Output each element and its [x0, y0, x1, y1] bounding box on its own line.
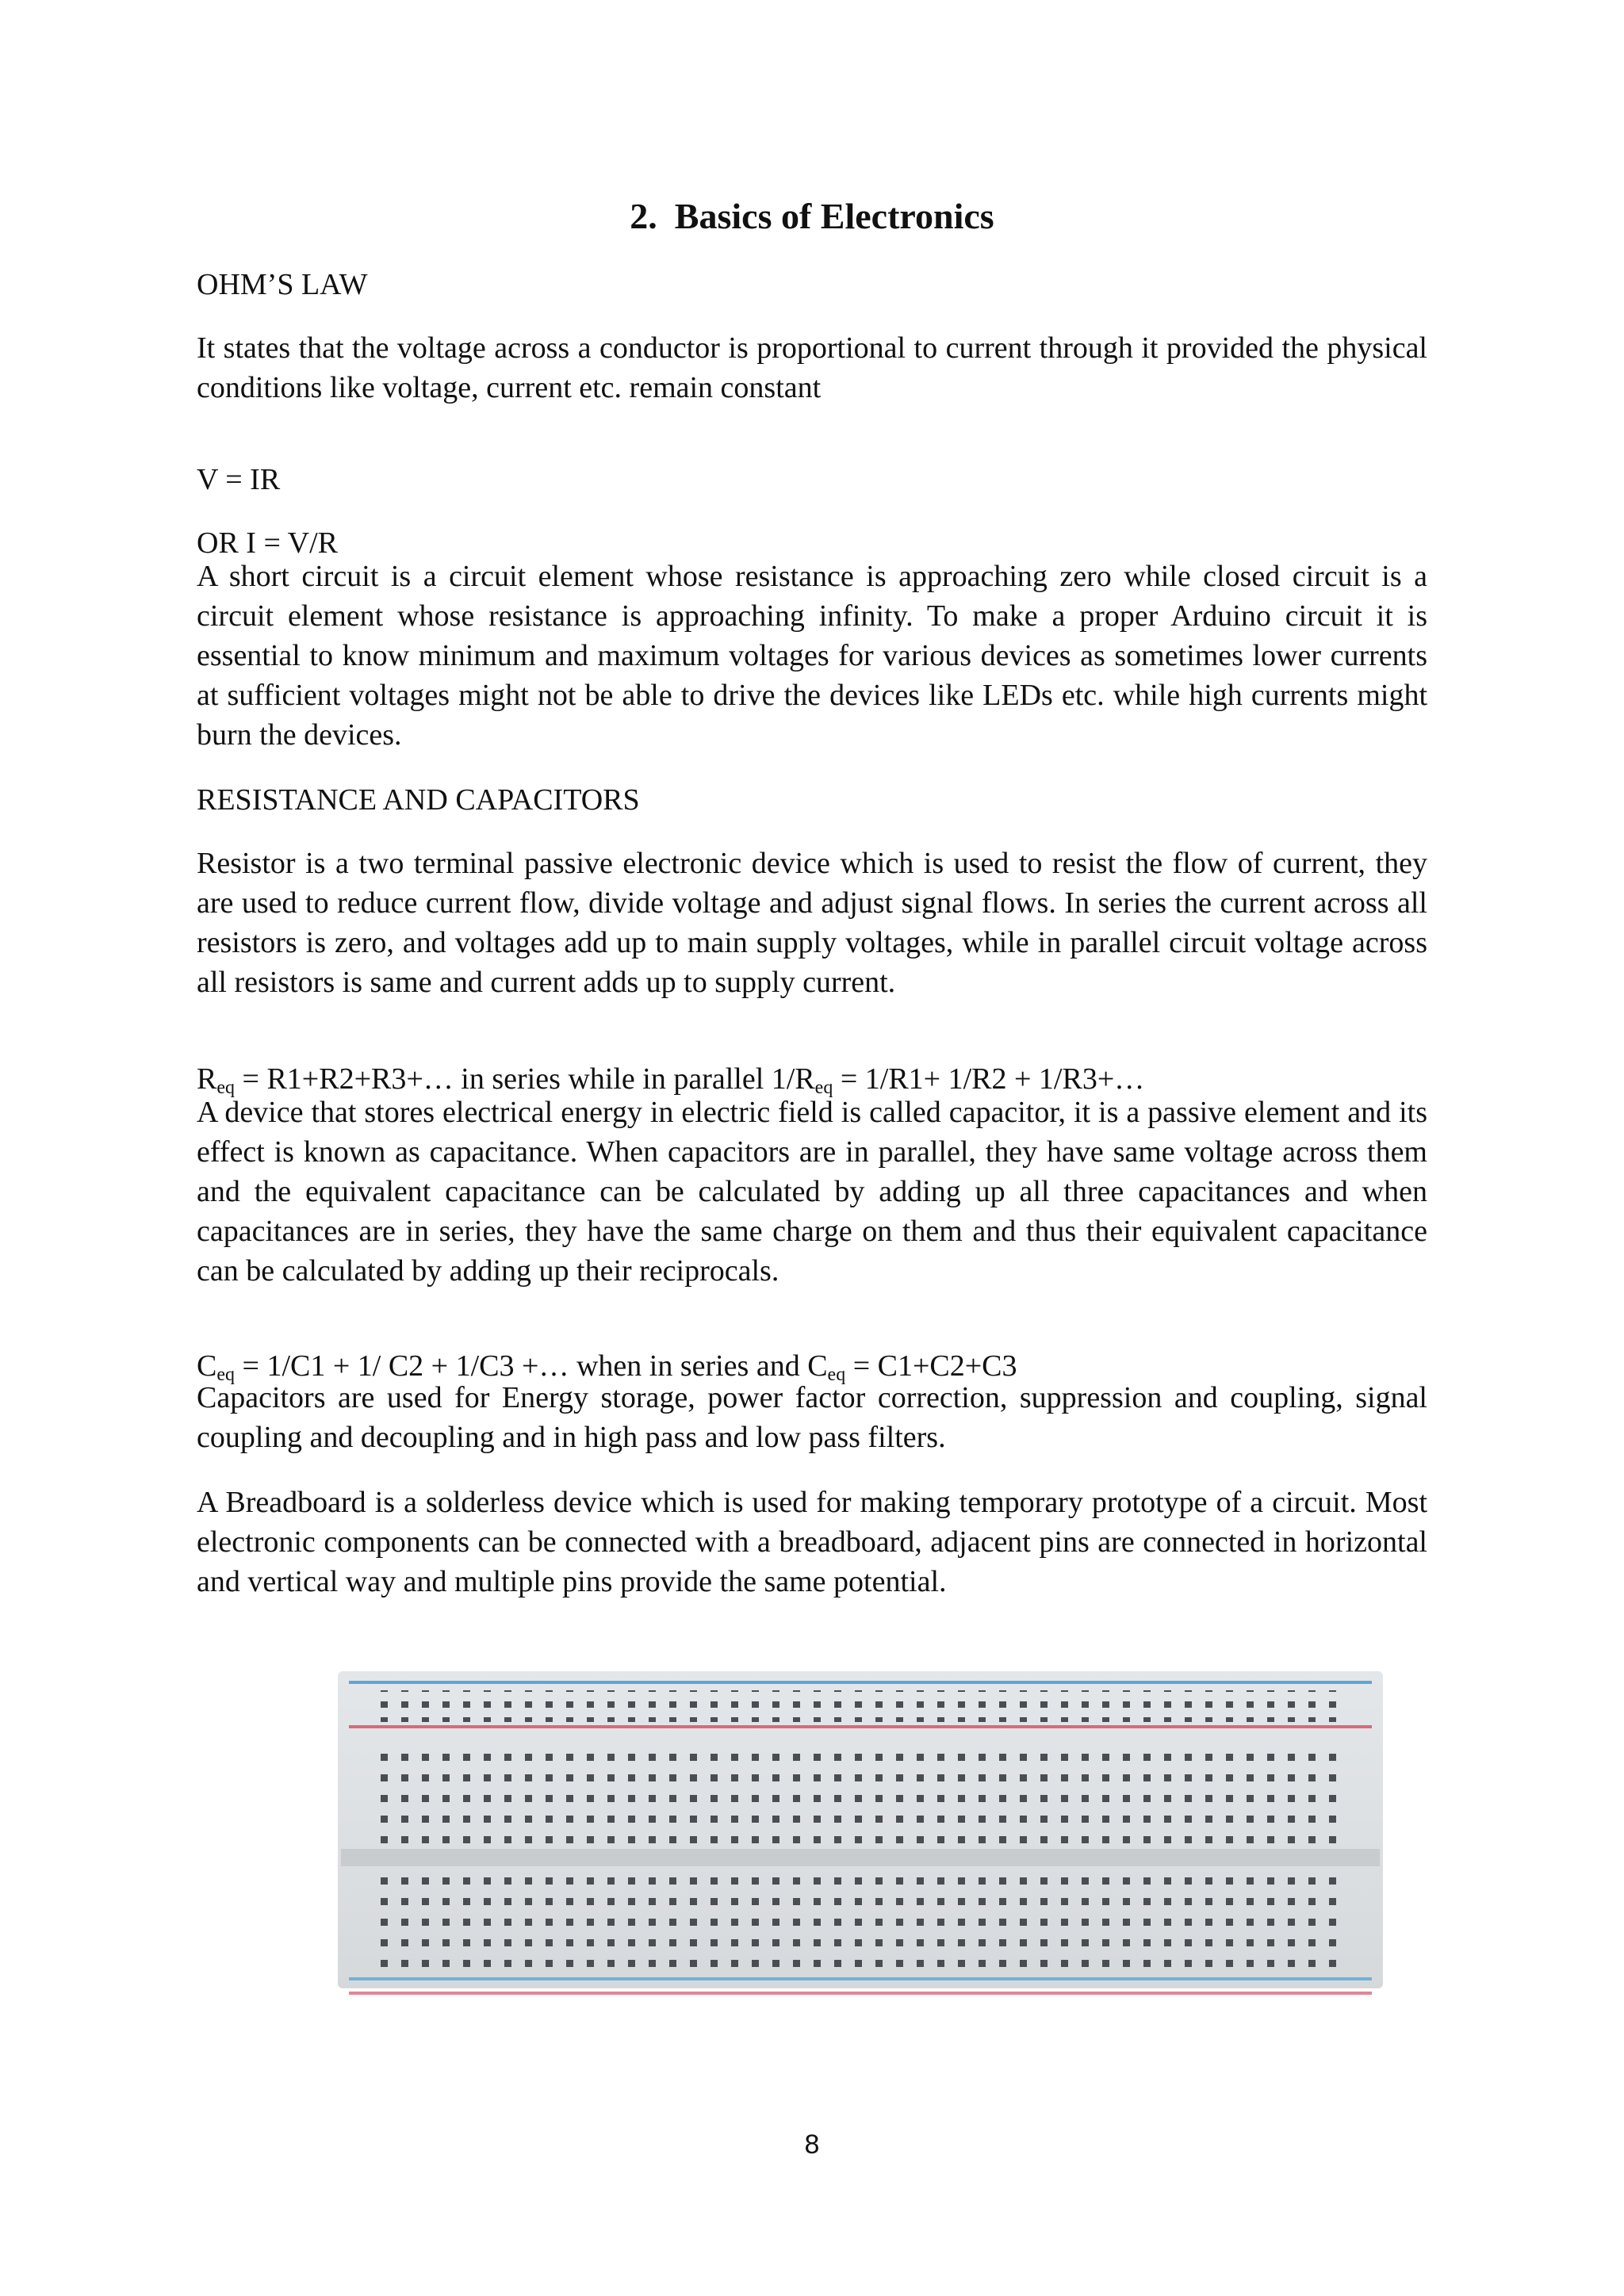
ohm-equation: V = IR: [197, 463, 281, 496]
resistor-paragraph: Resistor is a two terminal passive electronic device which is used to resist the flow of current, they are used to reduce current flow, divide voltage and adjust signal flows. In series the current across all resistors is zero, and voltages add up to main supply voltages, while in parallel circuit voltage across all resistors is same and current adds up to supply current.: [197, 847, 1427, 999]
breadboard-paragraph: A Breadboard is a solderless device which is used for making temporary prototype of a circuit. Most electronic components can be connected with a breadboard, adjacent pins are connected in horizontal and vertical way and multiple pins provide the same potential.: [197, 1486, 1427, 1598]
page-number: 8: [804, 2130, 820, 2160]
section-number: 2.: [630, 196, 657, 236]
capacitor-paragraph: A device that stores electrical energy in electric field is called capacitor, it is a passive element and its effect is known as capacitance. When capacitors are in parallel, they have same voltage across them and the equivalent capacitance can be calculated by adding up all three capacitances and when capacitances are in series, they have the same charge on them and thus their equivalent capacitance can be calculated by adding up their reciprocals.: [197, 1096, 1427, 1288]
capacitance-equation: $C_{eq} = 1/C1 + 1/$ C2 + 1/C3 +… when in series and $C_{eq} = C1+C2+C3$: [197, 1349, 1017, 1385]
ohm-paragraph: It states that the voltage across a conductor is proportional to current through it provided the physical conditions like voltage, current etc. remain constant: [197, 331, 1427, 404]
resistance-equation: $R_{eq}$ = R1+R2+R3+… in series while in parallel $1/R_{eq} = 1/R1+ 1/R2$ + 1/R3+…: [197, 1062, 1145, 1098]
breadboard-image: [333, 1665, 1388, 2006]
ohm-equation-alt: OR I = V/R: [197, 526, 339, 560]
capacitor-uses-paragraph: Capacitors are used for Energy storage, power factor correction, suppression and coupling, signal coupling and decoupling and in high pass and low pass filters.: [197, 1381, 1427, 1454]
resistance-heading: RESISTANCE AND CAPACITORS: [197, 783, 640, 817]
page-title: [0, 195, 1624, 237]
ohm-heading: OHM’S LAW: [197, 268, 368, 301]
section-title: Basics of Electronics: [674, 196, 994, 236]
short-circuit-paragraph: A short circuit is a circuit element whose resistance is approaching zero while closed circuit is a circuit element whose resistance is approaching infinity. To make a proper Arduino circuit it is essential to know minimum and maximum voltages for various devices as sometimes lower currents at sufficient voltages might not be able to drive the devices like LEDs etc. while high currents might burn the devices.: [197, 560, 1427, 752]
